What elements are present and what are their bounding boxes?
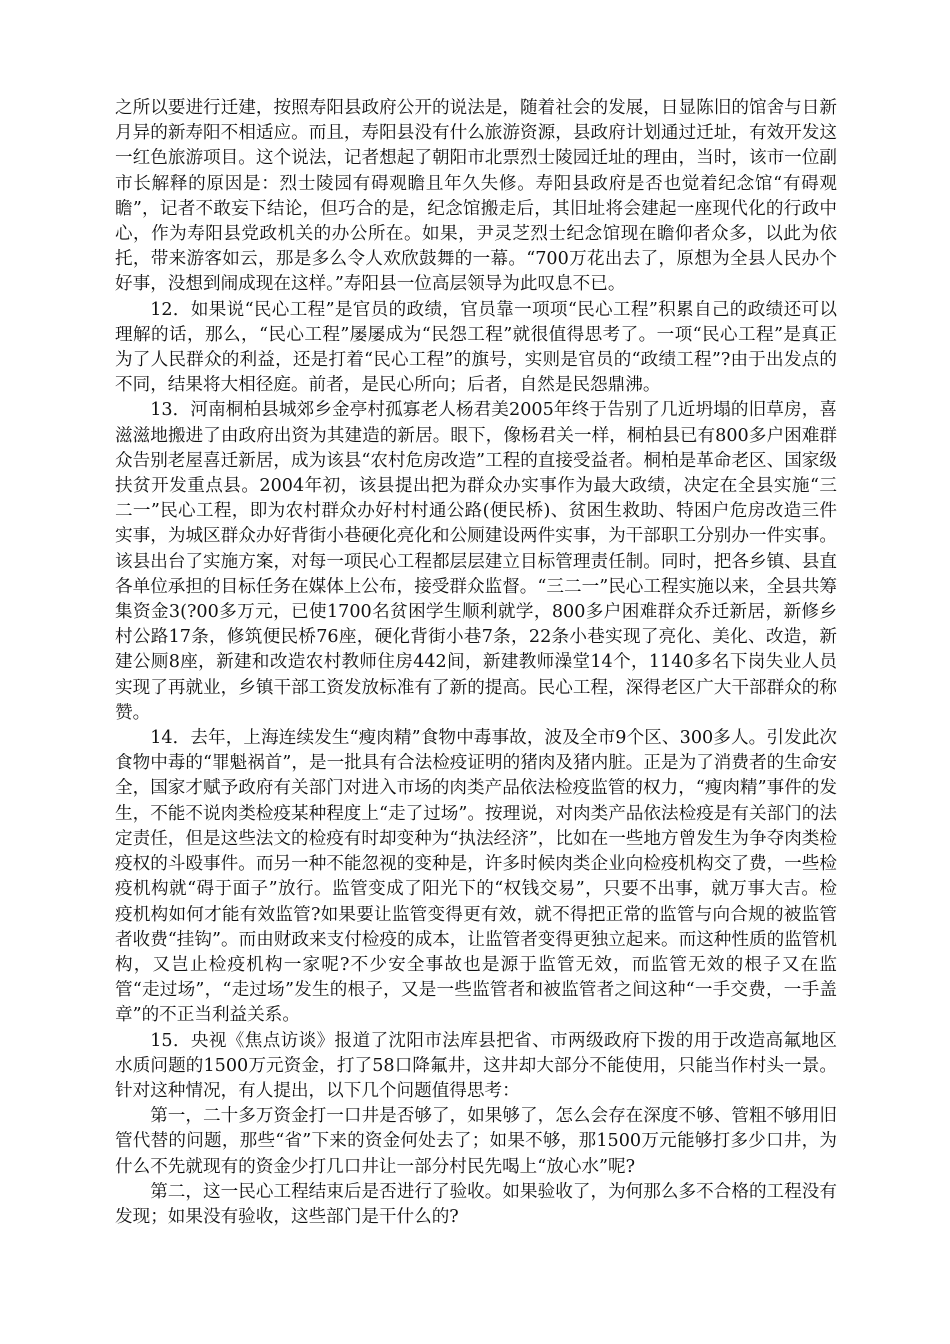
document-page: [115, 96, 837, 1230]
paragraph-first-question: 第一，二十多万资金打一口井是否够了，如果够了，怎么会存在深度不够、管粗不够用旧管代替的问题，那些“省”下来的资金何处去了；如果不够，那1500万元能够打多少口井，为什么不先就现有的资金少打几口井让一部分村民先喝上“放心水”呢?: [115, 1106, 837, 1177]
paragraph-second-question: 第二，这一民心工程结束后是否进行了验收。如果验收了，为何那么多不合格的工程没有发现；如果没有验收，这些部门是干什么的?: [115, 1181, 837, 1227]
paragraph-intro: 之所以要进行迁建，按照寿阳县政府公开的说法是，随着社会的发展，日显陈旧的馆舍与日新月异的新寿阳不相适应。而且，寿阳县没有什么旅游资源，县政府计划通过迁址，有效开发这一红色旅游项目。这个说法，记者想起了朝阳市北票烈士陵园迁址的理由，当时，该市一位副市长解释的原因是：烈士陵园有碍观瞻且年久失修。寿阳县政府是否也觉着纪念馆“有碍观瞻”，记者不敢妄下结论，但巧合的是，纪念馆搬走后，其旧址将会建起一座现代化的行政中心，作为寿阳县党政机关的办公所在。如果，尹灵芝烈士纪念馆现在瞻仰者众多，以此为依托，带来游客如云，那是多么令人欢欣鼓舞的一幕。“700万花出去了，原想为全县人民办个好事，没想到闹成现在这样。”寿阳县一位高层领导为此叹息不已。: [115, 98, 837, 295]
paragraph-14: 14．去年，上海连续发生“瘦肉精”食物中毒事故，波及全市9个区、300多人。引发此次食物中毒的“罪魁祸首”，是一批具有合法检疫证明的猪肉及猪内脏。正是为了消费者的生命安全，国家才赋予政府有关部门对进入市场的肉类产品依法检疫监管的权力，“瘦肉精”事件的发生，不能不说肉类检疫某种程度上“走了过场”。按理说，对肉类产品依法检疫是有关部门的法定责任，但是这些法文的检疫有时却变种为“执法经济”，比如在一些地方曾发生为争夺肉类检疫权的斗殴事件。而另一种不能忽视的变种是，许多时候肉类企业向检疫机构交了费，一些检疫机构就“碍于面子”放行。监管变成了阳光下的“权钱交易”，只要不出事，就万事大吉。检疫机构如何才能有效监管?如果要让监管变得更有效，就不得把正常的监管与向合规的被监管者收费“挂钩”。而由财政来支付检疫的成本，让监管者变得更独立起来。而这种性质的监管机构，又岂止检疫机构一家呢?不少安全事故也是源于监管无效，而监管无效的根子又在监管“走过场”，“走过场”发生的根子，又是一些监管者和被监管者之间这种“一手交费，一手盖章”的不正当利益关系。: [115, 728, 837, 1026]
paragraph-15: 15．央视《焦点访谈》报道了沈阳市法库县把省、市两级政府下拨的用于改造高氟地区水质问题的1500万元资金，打了58口降氟井，这井却大部分不能使用，只能当作村头一景。针对这种情况，有人提出，以下几个问题值得思考：: [115, 1030, 837, 1101]
paragraph-12: 12．如果说“民心工程”是官员的政绩，官员靠一项项“民心工程”积累自己的政绩还可以理解的话，那么，“民心工程”屡屡成为“民怨工程”就很值得思考了。一项“民心工程”是真正为了人民群众的利益，还是打着“民心工程”的旗号，实则是官员的“政绩工程”?由于出发点的不同，结果将大相径庭。前者，是民心所向；后者，自然是民怨鼎沸。: [115, 299, 837, 396]
paragraph-13: 13．河南桐柏县城郊乡金亭村孤寡老人杨君美2005年终于告别了几近坍塌的旧草房，喜滋滋地搬进了由政府出资为其建造的新居。眼下，像杨君关一样，桐柏县已有800多户困难群众告别老屋喜迁新居，成为该县“农村危房改造”工程的直接受益者。桐柏是革命老区、国家级扶贫开发重点县。2004年初，该县提出把为群众办实事作为最大政绩，决定在全县实施“三二一”民心工程，即为农村群众办好村村通公路(便民桥)、贫困生救助、特困户危房改造三件实事，为城区群众办好背街小巷硬化亮化和公厕建设两件实事，为干部职工分别办一件实事。该县出台了实施方案，对每一项民心工程都层层建立目标管理责任制。同时，把各乡镇、县直各单位承担的目标任务在媒体上公布，接受群众监督。“三二一”民心工程实施以来，全县共筹集资金3(?00多万元，已使1700名贫困学生顺利就学，800多户困难群众乔迁新居，新修乡村公路17条，修筑便民桥76座，硬化背街小巷7条，22条小巷实现了亮化、美化、改造，新建公厕8座，新建和改造农村教师住房442间，新建教师澡堂14个，1140多名下岗失业人员实现了再就业，乡镇干部工资发放标准有了新的提高。民心工程，深得老区广大干部群众的称赞。: [115, 400, 837, 723]
